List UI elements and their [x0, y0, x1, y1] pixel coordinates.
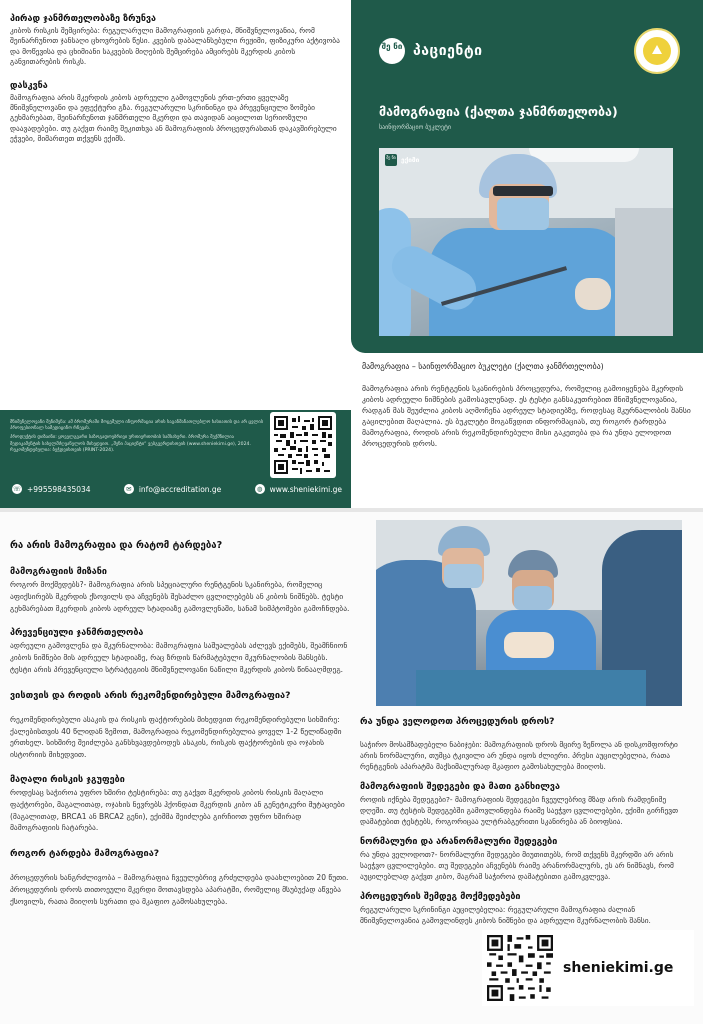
photo-gloved-hand [575, 278, 611, 310]
section-body: რეკომენდირებული ასაკის და რისკის ფაქტორების მიხედვით რეკომენდირებული სიხშირე: ქალებისთვის 40 წლიდან ზემოთ, მამოგრაფია რეკომენდირებულია ყოველ 1-2 წელიწადში ერთხელ. სიხშირე შეიძლება განსხვავდებოდეს ასაკის, რისკის ფაქტორების და ოჯახის ისტორიის მიხედვით. [10, 714, 342, 760]
section-conclusion [10, 81, 345, 145]
brochure-outer-side [0, 0, 703, 508]
section-duration [10, 872, 350, 907]
top-left-column [10, 14, 345, 158]
website-banner[interactable] [482, 930, 694, 1006]
contacts-row [12, 484, 342, 494]
intro-paragraph: მამოგრაფია არის რენტგენის სკანირების პროცედურა, რომელიც გამოიყენება მკერდის კიბოს ადრეული ნიშნების გამოსავლენად. ეს ტესტი განსაკუთრებით მნიშვნელოვანია, რადგან მას შეუძლია კიბოს აღმოჩენა ადრეულ სტადიებზე, როდესაც მკურნალობის შანსი გაცილებით მაღალია. ეს ბუკლეტი მოგაწვდით ინფორმაციას, თუ როგორ ტარდება მამოგრაფია, როდის არის რეკომენდირებული მისი გაკეთება და რა უნდა ელოდოთ პროცედურის დროს. [362, 384, 691, 448]
question-heading-how: როგორ ტარდება მამოგრაფია? [10, 848, 160, 860]
section-body: რეგულარული სკრინინგი აუცილებელია: რეგულარული მამოგრაფია ძალიან მნიშვნელოვანია გამოვლინდეს კიბოს ნიშნები და ადრეული მკურნალობის შანსი. [360, 905, 651, 925]
photo-logo [385, 154, 419, 166]
contact-band [0, 410, 351, 508]
section-body: როდის იქნება შედეგები?- მამოგრაფიის შედეგები ჩვეულებრივ მზად არის რამდენიმე დღეში. თუ ტესტის შედეგებში გამოვლინდება რაიმე საეჭვო ცვლილებები, ექიმი გირჩევთ დამატებით ტესტებს, როგორიცაა ულტრაბგერითი სკანირება ან ბიოფსია. [360, 795, 679, 826]
mail-icon: ✉ [124, 484, 134, 494]
seal-center [643, 37, 671, 65]
section-heading: მაღალი რისკის ჯგუფები [10, 774, 125, 785]
section-heading: დასკვნა [10, 80, 48, 91]
contact-email[interactable] [124, 484, 221, 494]
section-heading: ნორმალური და არანორმალური შედეგები [360, 837, 558, 847]
accreditation-seal-icon [634, 28, 680, 74]
section-heading: პრევენციული ჯანმრთელობა [10, 628, 144, 639]
brand-logo [379, 38, 483, 64]
photo-operating-area [504, 632, 554, 658]
disclaimer [10, 420, 265, 457]
section-body: კიბოს რისკის შემცირება: რეგულარული მამოგრაფიის გარდა, მნიშვნელოვანია, რომ შეინარჩუნოთ ჯანსაღი ცხოვრების წესი. კვების დაბალანსებული რეჟიმი, ფიზიკური აქტივობა და მოწევისა და ცხიმიანი საკვების მიღების შემცირება ამცირებს მკერდის კიბოს განვითარების რისკს. [10, 26, 340, 67]
section-heading: პირად ჯანმრთელობაზე ზრუნვა [10, 14, 157, 24]
section-personal-care [10, 14, 345, 68]
brand-name: პაციენტი [413, 43, 483, 59]
section-body: რა უნდა ველოდოთ?- ნორმალური შედეგები მიუთითებს, რომ თქვენს მკერდში არ არის საეჭვო ცვლილებები. თუ შედეგები აჩვენებს რაიმე არანორმალურს, ეს არ ნიშნავს, რომ აუცილებლად გაქვთ კიბო, მაგრამ საჭიროა დამატებითი გამოკვლევა. [360, 850, 674, 881]
photo-logo-badge: შე ნი [385, 154, 397, 166]
photo-logo-text: ექიმი [401, 156, 420, 164]
disclaimer-credits: პროდუქტის დიზაინი: ყოველგვარი საზოგადოებრივი ურთიერთობის სამსახური. ბროშურა შექმნილია მედიკამენტის სახელმძღვანელოს მიხედვით. „შენი პაციენტი“ ვებგვერდისთვის (www.sheniekimi.ge), 2024. რეკომენდებულია: ბეჭდვისთვის (PRINT-2024). [10, 435, 251, 453]
phone-icon: ☏ [12, 485, 22, 493]
section-heading: მამოგრაფიის შედეგები და მათი განხილვა [360, 782, 560, 792]
question-heading-expect: რა უნდა ველოდოთ პროცედურის დროს? [360, 716, 555, 727]
section-heading: პროცედურის შემდეგ მოქმედებები [360, 892, 521, 902]
section-body: მამოგრაფია არის მკერდის კიბოს ადრეული გამოვლენის ერთ-ერთი ყველაზე მნიშვნელოვანი და ეფექტური გზა. რეგულარული სკრინინგი და პრევენციული ზომები გეხმარებათ, შეინარჩუნოთ ჯანმრთელი მკერდი და თავიდან აიცილოთ სერიოზული დაავადებები. თუ გაქვთ რაიმე შეკითხვა ან მამოგრაფიის პროცედურასთან დაკავშირებული ეჭვები, მიმართეთ თქვენს ექიმს. [10, 92, 337, 144]
brand-badge: შე ნი [379, 38, 405, 64]
section-body: პროცედურის ხანგრძლივობა – მამოგრაფია ჩვეულებრივ გრძელდება დაახლოებით 20 წუთი. პროცედურის დროს თითოეული მკერდი მოთავსდება აპარატში, რომელიც მსუბუქად აწვება ქსოვილს, რათა მიიღოს სურათი და მკაფიო გამოსახულება. [10, 873, 349, 906]
cover-intro [362, 362, 692, 449]
globe-icon: ◍ [255, 484, 265, 494]
website-label: sheniekimi.ge [563, 960, 674, 976]
qr-code[interactable] [270, 412, 336, 478]
question-heading-who: ვისთვის და როდის არის რეკომენდირებული მამოგრაფია? [10, 689, 291, 701]
section-frequency [10, 714, 350, 761]
phone-number: +995598435034 [27, 484, 91, 494]
photo-equipment [615, 208, 673, 336]
section-results [360, 782, 694, 827]
photo-lamp [529, 148, 639, 162]
section-normal-abnormal [360, 837, 694, 882]
section-high-risk [10, 775, 350, 834]
inner-left-column [10, 540, 350, 922]
photo-surgeon-loupes [493, 186, 553, 196]
section-body: როდესაც საჭიროა უფრო ხშირი ტესტირება: თუ გაქვთ მკერდის კიბოს რისკის მაღალი ფაქტორები, მაგალითად, ოჯახის ნევრებს ჰქონდათ მკერდის კიბო ან გენეტიკური მუტაციები (მაგალითად, BRCA1 ან BRCA2 გენი), ექიმმა შეიძლება გირჩიოთ უფრო ხშირად მამოგრაფიის ჩატარება. [10, 787, 345, 833]
website-url: www.sheniekimi.ge [269, 484, 342, 494]
seal-triangle [652, 45, 662, 54]
section-body: საჭირო მოსამზადებელი ნაბიჯები: მამოგრაფიის დროს მცირე ზეწოლა ან დისკომფორტი არის ნორმალური, თუმცა ტკივილი არ უნდა იყოს ძლიერი. პრესი აუცილებელია, რათა რენტგენის აპარატმა მაქსიმალურად მკაფიო გამოსახულება მიიღოს. [360, 740, 678, 771]
booklet-caption: მამოგრაფია – საინფორმაციო ბუკლეტი (ქალთა ჯანმრთელობა) [362, 362, 604, 371]
photo-nurse-mask [444, 564, 482, 588]
surgeon-photo [379, 148, 673, 336]
section-purpose [10, 567, 350, 614]
photo-surgical-drape [416, 670, 646, 706]
contact-web[interactable] [255, 484, 342, 494]
email-address: info@accreditation.ge [138, 484, 222, 494]
cover-title: მამოგრაფია (ქალთა ჯანმრთელობა) [379, 104, 618, 119]
cover-subtitle: საინფორმაციო ბუკლეტი [379, 124, 451, 131]
section-after-procedure [360, 892, 694, 926]
disclaimer-note: მნიშვნელოვანი შენიშვნა: ამ ბროშურაში მოცემული ინფორმაცია არის საგანმანათლებლო ხასიათის და არ ცვლის პროფესიონალ სამედიცინო რჩევას. [10, 420, 264, 432]
photo-surgeon-mask [514, 586, 552, 610]
question-heading-what: რა არის მამოგრაფია და რატომ ტარდება? [10, 540, 223, 551]
photo-surgeon-mask [497, 198, 549, 230]
section-heading: მამოგრაფიის მიზანი [10, 567, 107, 577]
qr-code-icon [487, 935, 553, 1001]
section-prevention [10, 628, 350, 675]
contact-phone[interactable] [12, 484, 91, 494]
section-body: ადრეული გამოვლენა და მკურნალობა: მამოგრაფია საშუალებას აძლევს ექიმებს, შეამჩნიონ კიბოს ნიშნები მის ადრეულ სტადიაზე, რაც ზრდის წარმატებული მკურნალობის შანსებს. ტესტი არის პრევენციული სტრატეგიის მნიშვნელოვანი ნაწილი მკერდის კიბოს წინააღმდეგ. [10, 641, 348, 674]
section-preparation [360, 739, 694, 772]
qr-code-icon [274, 416, 332, 474]
surgical-team-photo [376, 520, 682, 706]
inner-right-column [360, 716, 694, 936]
section-body: როგორ მოქმედებს?- მამოგრაფია არის სპეციალური რენტგენის სკანირება, რომელიც აფიქსირებს მკერდის ქსოვილს და აჩვენებს შესაძლო ცვლილებებს ან კიბოს ნიშნებს. ტესტი გეხმარებათ მკერდის კიბოს ადრეულ სტადიაზე გამოვლენაში, სანამ სიმპტომები გამოჩნდება. [10, 580, 350, 613]
